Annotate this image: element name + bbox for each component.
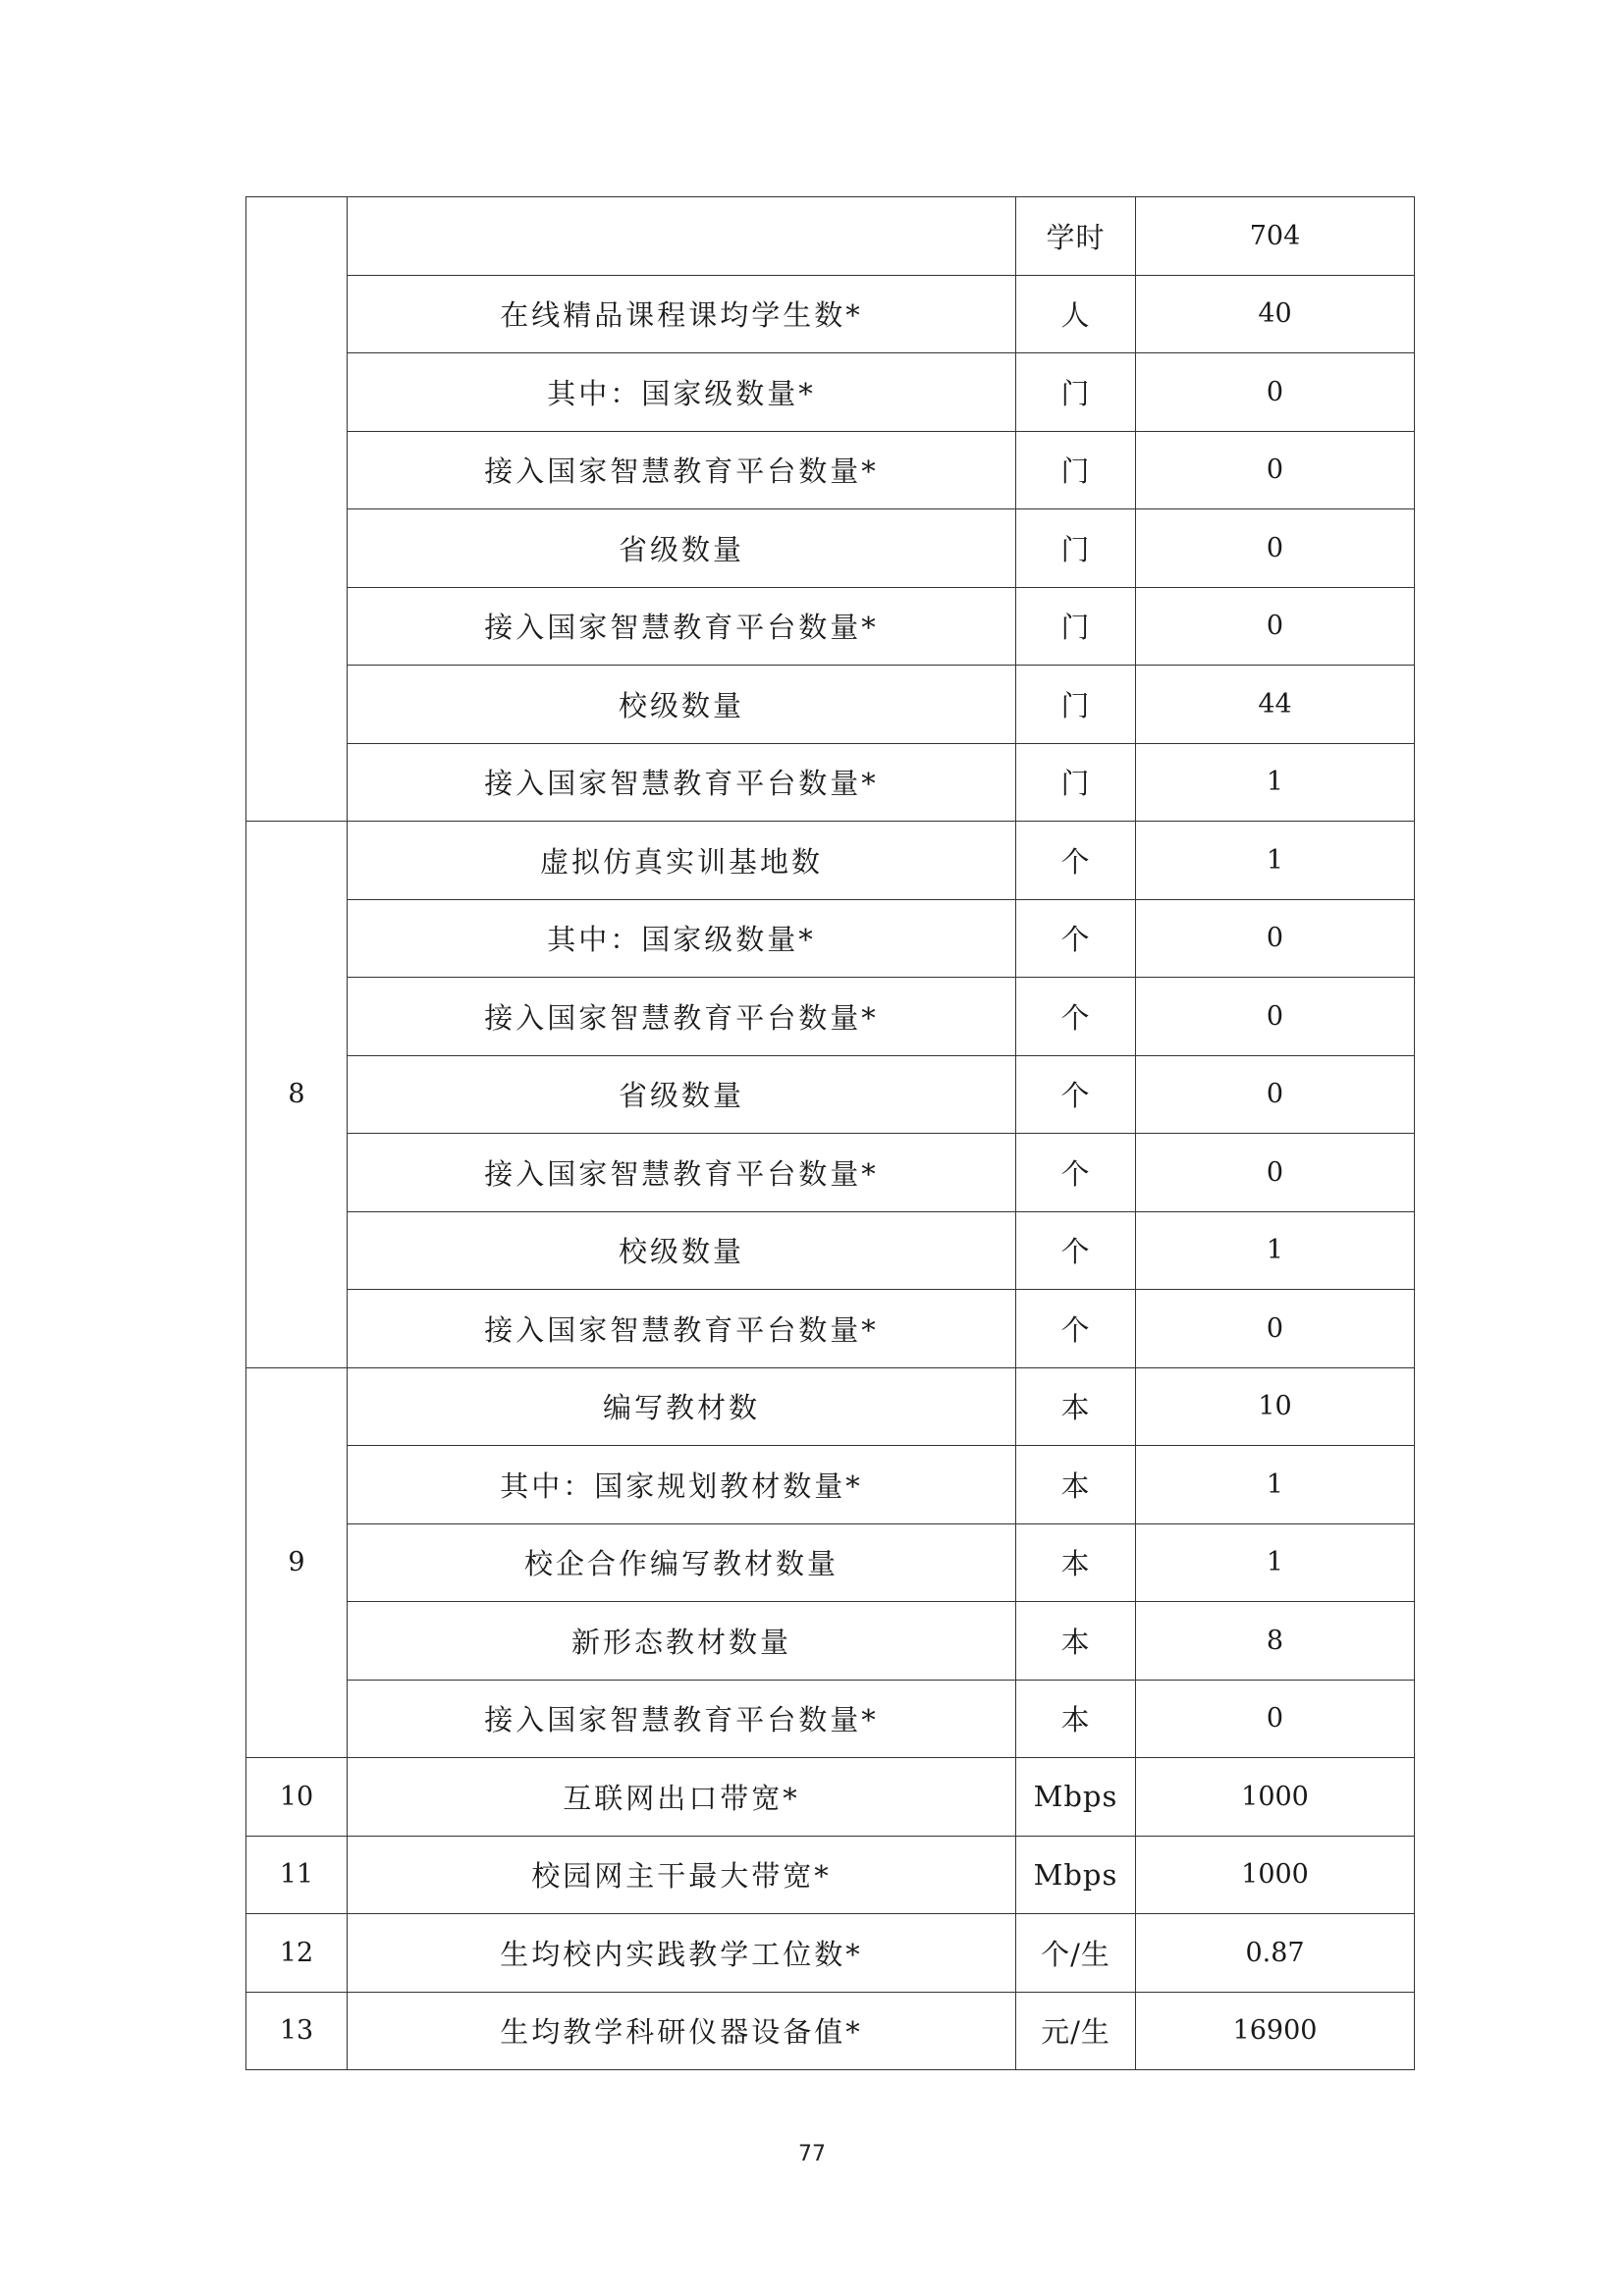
value-cell: 0 bbox=[1136, 353, 1415, 432]
table-row bbox=[246, 1290, 1415, 1368]
indicator-name-cell bbox=[348, 197, 1016, 276]
indicator-name-cell: 接入国家智慧教育平台数量* bbox=[348, 743, 1016, 822]
value-cell: 0 bbox=[1136, 899, 1415, 978]
table-row bbox=[246, 197, 1415, 276]
indicator-name-cell: 接入国家智慧教育平台数量* bbox=[348, 431, 1016, 509]
unit-cell: 门 bbox=[1016, 743, 1136, 822]
unit-cell: 个 bbox=[1016, 1211, 1136, 1290]
unit-cell: 人 bbox=[1016, 275, 1136, 353]
value-cell: 1000 bbox=[1136, 1758, 1415, 1837]
unit-cell: 门 bbox=[1016, 509, 1136, 588]
unit-cell: 个 bbox=[1016, 899, 1136, 978]
unit-cell: 本 bbox=[1016, 1367, 1136, 1446]
unit-cell: 门 bbox=[1016, 353, 1136, 432]
indicator-name-cell: 虚拟仿真实训基地数 bbox=[348, 822, 1016, 900]
indicator-name-cell: 校级数量 bbox=[348, 666, 1016, 744]
table-row bbox=[246, 743, 1415, 822]
unit-cell: 元/生 bbox=[1016, 1992, 1136, 2070]
value-cell: 16900 bbox=[1136, 1992, 1415, 2070]
unit-cell: 门 bbox=[1016, 431, 1136, 509]
row-number-cell: 10 bbox=[246, 1758, 348, 1837]
indicator-name-cell: 其中：国家级数量* bbox=[348, 899, 1016, 978]
value-cell: 0.87 bbox=[1136, 1914, 1415, 1993]
indicator-name-cell: 接入国家智慧教育平台数量* bbox=[348, 587, 1016, 666]
unit-cell: Mbps bbox=[1016, 1758, 1136, 1837]
table-row bbox=[246, 1992, 1415, 2070]
table-row bbox=[246, 1367, 1415, 1446]
unit-cell: 个/生 bbox=[1016, 1914, 1136, 1993]
table-row bbox=[246, 1055, 1415, 1134]
value-cell: 0 bbox=[1136, 1134, 1415, 1212]
table-row bbox=[246, 431, 1415, 509]
table-row bbox=[246, 1914, 1415, 1993]
value-cell: 1 bbox=[1136, 822, 1415, 900]
value-cell: 1 bbox=[1136, 743, 1415, 822]
value-cell: 1000 bbox=[1136, 1836, 1415, 1914]
unit-cell: Mbps bbox=[1016, 1836, 1136, 1914]
page-number: 77 bbox=[798, 2142, 826, 2166]
table-row bbox=[246, 275, 1415, 353]
table-row bbox=[246, 1602, 1415, 1681]
indicator-name-cell: 其中：国家级数量* bbox=[348, 353, 1016, 432]
unit-cell: 个 bbox=[1016, 1290, 1136, 1368]
table-row bbox=[246, 353, 1415, 432]
indicator-name-cell: 生均校内实践教学工位数* bbox=[348, 1914, 1016, 1993]
table-row bbox=[246, 822, 1415, 900]
table-row bbox=[246, 1446, 1415, 1524]
indicator-table bbox=[245, 196, 1415, 2070]
unit-cell: 个 bbox=[1016, 1055, 1136, 1134]
indicator-name-cell: 接入国家智慧教育平台数量* bbox=[348, 1134, 1016, 1212]
value-cell: 1 bbox=[1136, 1211, 1415, 1290]
unit-cell: 个 bbox=[1016, 822, 1136, 900]
table-row bbox=[246, 509, 1415, 588]
value-cell: 40 bbox=[1136, 275, 1415, 353]
unit-cell: 本 bbox=[1016, 1680, 1136, 1758]
unit-cell: 本 bbox=[1016, 1446, 1136, 1524]
table-row bbox=[246, 1758, 1415, 1837]
value-cell: 1 bbox=[1136, 1446, 1415, 1524]
unit-cell: 本 bbox=[1016, 1602, 1136, 1681]
indicator-name-cell: 编写教材数 bbox=[348, 1367, 1016, 1446]
indicator-name-cell: 互联网出口带宽* bbox=[348, 1758, 1016, 1837]
row-number-cell: 12 bbox=[246, 1914, 348, 1993]
value-cell: 704 bbox=[1136, 197, 1415, 276]
row-number-cell: 8 bbox=[246, 822, 348, 1368]
unit-cell: 个 bbox=[1016, 978, 1136, 1056]
value-cell: 0 bbox=[1136, 978, 1415, 1056]
indicator-name-cell: 在线精品课程课均学生数* bbox=[348, 275, 1016, 353]
table-row bbox=[246, 1211, 1415, 1290]
value-cell: 0 bbox=[1136, 1290, 1415, 1368]
table-row bbox=[246, 1134, 1415, 1212]
unit-cell: 门 bbox=[1016, 666, 1136, 744]
row-number-cell: 13 bbox=[246, 1992, 348, 2070]
indicator-name-cell: 接入国家智慧教育平台数量* bbox=[348, 1680, 1016, 1758]
row-number-cell bbox=[246, 197, 348, 822]
indicator-name-cell: 省级数量 bbox=[348, 1055, 1016, 1134]
value-cell: 10 bbox=[1136, 1367, 1415, 1446]
table-row bbox=[246, 1523, 1415, 1602]
table-row bbox=[246, 978, 1415, 1056]
unit-cell: 个 bbox=[1016, 1134, 1136, 1212]
table-row bbox=[246, 1836, 1415, 1914]
table-row bbox=[246, 899, 1415, 978]
indicator-name-cell: 校企合作编写教材数量 bbox=[348, 1523, 1016, 1602]
indicator-name-cell: 校级数量 bbox=[348, 1211, 1016, 1290]
table-row bbox=[246, 666, 1415, 744]
indicator-name-cell: 接入国家智慧教育平台数量* bbox=[348, 978, 1016, 1056]
table-row bbox=[246, 587, 1415, 666]
indicator-name-cell: 新形态教材数量 bbox=[348, 1602, 1016, 1681]
unit-cell: 门 bbox=[1016, 587, 1136, 666]
row-number-cell: 9 bbox=[246, 1367, 348, 1758]
row-number-cell: 11 bbox=[246, 1836, 348, 1914]
unit-cell: 学时 bbox=[1016, 197, 1136, 276]
value-cell: 1 bbox=[1136, 1523, 1415, 1602]
value-cell: 0 bbox=[1136, 1680, 1415, 1758]
indicator-name-cell: 其中：国家规划教材数量* bbox=[348, 1446, 1016, 1524]
indicator-name-cell: 省级数量 bbox=[348, 509, 1016, 588]
value-cell: 0 bbox=[1136, 1055, 1415, 1134]
indicator-name-cell: 校园网主干最大带宽* bbox=[348, 1836, 1016, 1914]
table-row bbox=[246, 1680, 1415, 1758]
value-cell: 8 bbox=[1136, 1602, 1415, 1681]
indicator-name-cell: 生均教学科研仪器设备值* bbox=[348, 1992, 1016, 2070]
value-cell: 44 bbox=[1136, 666, 1415, 744]
value-cell: 0 bbox=[1136, 509, 1415, 588]
unit-cell: 本 bbox=[1016, 1523, 1136, 1602]
value-cell: 0 bbox=[1136, 431, 1415, 509]
indicator-name-cell: 接入国家智慧教育平台数量* bbox=[348, 1290, 1016, 1368]
value-cell: 0 bbox=[1136, 587, 1415, 666]
